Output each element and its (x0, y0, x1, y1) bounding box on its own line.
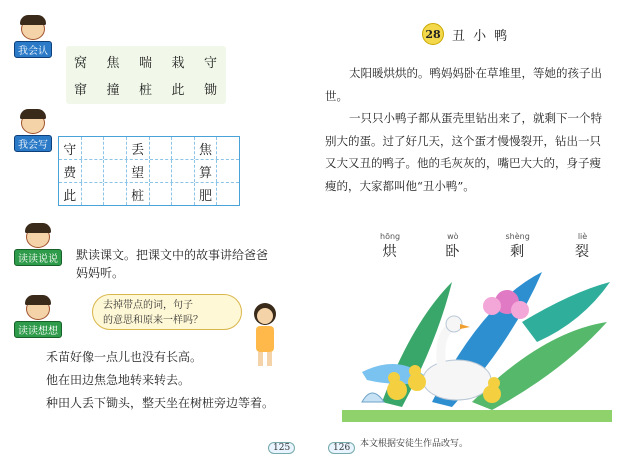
section-tag-recognize (14, 18, 52, 58)
grid-cell: 费 (59, 160, 82, 182)
hanzi: 剩 (510, 244, 526, 260)
example-sentences (46, 346, 274, 415)
grid-cell: 桩 (127, 183, 150, 205)
sentence: 种田人丢下锄头，整天坐在树桩旁边等着。 (46, 396, 275, 410)
grid-cell: 算 (195, 160, 218, 182)
story-paragraph: 太阳暖烘烘的。鸭妈妈卧在草堆里，等她的孩子出世。 (325, 66, 602, 103)
grid-cell (150, 137, 173, 159)
sentence: 他在田边焦急地转来转去。 (46, 373, 191, 387)
grid-row (59, 137, 239, 160)
section-tag-read-think (14, 298, 62, 338)
grid-cell (82, 183, 105, 205)
recognize-row-2 (66, 79, 226, 98)
text-line: 默读课文。把课文中的故事讲给爸爸 (76, 248, 269, 262)
pinyin-words (380, 232, 590, 261)
lesson-header (422, 23, 509, 45)
lesson-title: 丑 小 鸭 (452, 28, 510, 44)
grid-cell (172, 160, 195, 182)
hanzi: 烘 (382, 244, 398, 260)
credit-note: 本文根据安徒生作品改写。 (360, 439, 469, 449)
pinyin: liè (577, 232, 588, 241)
grid-cell: 丢 (127, 137, 150, 159)
speech-bubble (92, 294, 242, 330)
child-icon (26, 226, 50, 248)
grid-cell (82, 160, 105, 182)
char: 焦 (106, 56, 121, 71)
bubble-line: 去掉带点的词，句子 (103, 300, 193, 311)
grid-cell (104, 183, 127, 205)
pinyin: shèng (505, 232, 530, 241)
grid-cell (104, 137, 127, 159)
char: 窝 (74, 56, 89, 71)
recognize-chars (66, 46, 226, 104)
grid-cell (217, 160, 239, 182)
story-paragraph: 一只只小鸭子都从蛋壳里钻出来了，就剩下一个特别大的蛋。过了好几天，这个蛋才慢慢裂开，钻出一只又大又丑的鸭子。他的毛灰灰的，嘴巴大大的，身子瘦瘦的，大家都叫他“丑小鸭”。 (325, 111, 602, 193)
page-number: 125 (268, 442, 295, 454)
duck-illustration (342, 262, 612, 422)
text-line: 妈妈听。 (76, 266, 125, 280)
pinyin-word (575, 232, 590, 261)
pinyin-word (380, 232, 400, 261)
section-tag-write (14, 112, 52, 152)
lesson-number: 28 (422, 23, 444, 45)
char: 此 (171, 83, 186, 98)
section-label: 读读想想 (14, 321, 62, 338)
child-icon (26, 298, 50, 320)
char: 喘 (138, 56, 153, 71)
grid-cell (172, 183, 195, 205)
child-icon (21, 112, 45, 134)
grid-cell (104, 160, 127, 182)
grid-cell (217, 183, 239, 205)
section-label: 读读说说 (14, 249, 62, 266)
pinyin-word (445, 232, 460, 261)
story-text (325, 62, 610, 197)
hanzi: 裂 (575, 244, 590, 260)
grid-cell: 肥 (195, 183, 218, 205)
grid-cell (217, 137, 239, 159)
pinyin: hōng (380, 232, 401, 241)
grid-cell (82, 137, 105, 159)
grid-cell: 此 (59, 183, 82, 205)
grid-row (59, 183, 239, 205)
pinyin-word (506, 232, 530, 261)
section-label: 我会认 (14, 41, 52, 58)
char: 撞 (106, 83, 121, 98)
section-label: 我会写 (14, 135, 52, 152)
section-tag-read-say (14, 226, 62, 266)
grid-cell (172, 137, 195, 159)
right-page (310, 0, 620, 463)
grid-cell (150, 183, 173, 205)
hanzi: 卧 (445, 244, 461, 260)
grid-cell: 焦 (195, 137, 218, 159)
child-icon (21, 18, 45, 40)
grid-cell (150, 160, 173, 182)
char: 栽 (171, 56, 186, 71)
char: 锄 (203, 83, 218, 98)
writing-grid (58, 136, 240, 206)
char: 桩 (138, 83, 153, 98)
char: 窜 (74, 83, 89, 98)
recognize-row-1 (66, 52, 226, 71)
char: 守 (203, 56, 218, 71)
page-number: 126 (328, 442, 355, 454)
read-say-instruction (76, 246, 268, 282)
grid-row (59, 160, 239, 183)
grid-cell: 望 (127, 160, 150, 182)
sentence: 禾苗好像一点儿也没有长高。 (46, 350, 203, 364)
grid-cell: 守 (59, 137, 82, 159)
pinyin: wò (447, 232, 459, 241)
bubble-line: 的意思和原来一样吗？ (103, 315, 203, 326)
